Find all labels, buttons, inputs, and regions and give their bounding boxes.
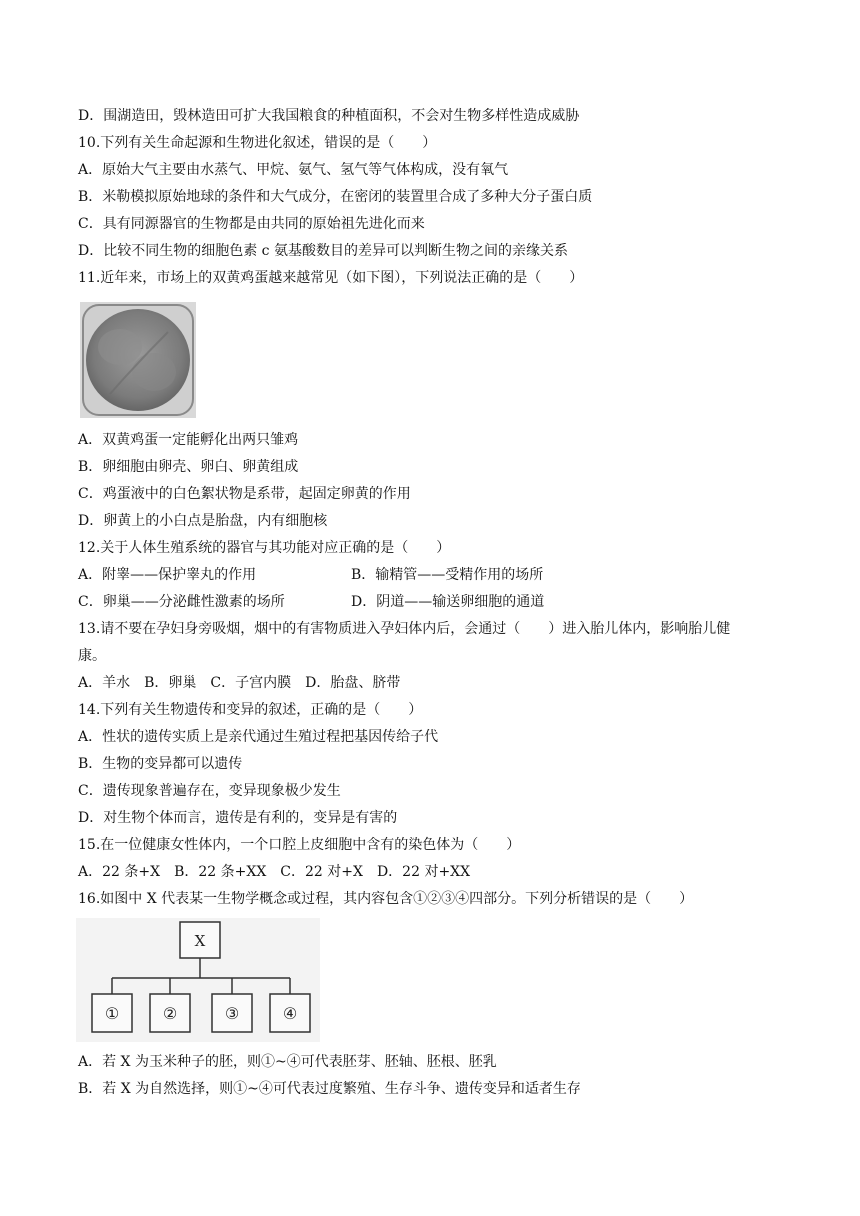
q12-option-c: C．卵巢——分泌雌性激素的场所 — [78, 594, 285, 610]
concept-tree-diagram — [76, 918, 320, 1042]
double-yolk-egg-image — [80, 302, 196, 418]
question-14: 14.下列有关生物遗传和变异的叙述，正确的是（ ） — [78, 702, 423, 718]
q14-option-b: B．生物的变异都可以遗传 — [78, 756, 243, 772]
q13-options: A．羊水 B．卵巢 C．子宫内膜 D．胎盘、脐带 — [78, 675, 401, 691]
question-15: 15.在一位健康女性体内，一个口腔上皮细胞中含有的染色体为（ ） — [78, 837, 521, 853]
question-13: 13.请不要在孕妇身旁吸烟，烟中的有害物质进入孕妇体内后，会通过（ ）进入胎儿体内，影响胎儿健 — [78, 621, 731, 637]
question-11: 11.近年来，市场上的双黄鸡蛋越来越常见（如下图），下列说法正确的是（ ） — [78, 270, 584, 286]
q11-option-c: C．鸡蛋液中的白色絮状物是系带，起固定卵黄的作用 — [78, 486, 411, 502]
diagram-child-label-4: ④ — [282, 1004, 298, 1023]
q9-option-d: D．围湖造田，毁林造田可扩大我国粮食的种植面积，不会对生物多样性造成威胁 — [78, 108, 580, 124]
q12-option-a: A．附睾——保护睾丸的作用 — [78, 567, 257, 583]
q14-option-d: D．对生物个体而言，遗传是有利的，变异是有害的 — [78, 810, 398, 826]
q10-option-b: B．米勒模拟原始地球的条件和大气成分，在密闭的装置里合成了多种大分子蛋白质 — [78, 189, 593, 205]
q16-option-b: B．若 X 为自然选择，则①~④可代表过度繁殖、生存斗争、遗传变异和适者生存 — [78, 1081, 581, 1097]
q11-option-b: B．卵细胞由卵壳、卵白、卵黄组成 — [78, 459, 299, 475]
q14-option-c: C．遗传现象普遍存在，变异现象极少发生 — [78, 783, 341, 799]
q15-options: A．22 条+X B．22 条+XX C．22 对+X D．22 对+XX — [78, 864, 471, 880]
q14-option-a: A．性状的遗传实质上是亲代通过生殖过程把基因传给子代 — [78, 729, 439, 745]
question-16: 16.如图中 X 代表某一生物学概念或过程，其内容包含①②③④四部分。下列分析错误的是（ ） — [78, 891, 694, 907]
question-12: 12.关于人体生殖系统的器官与其功能对应正确的是（ ） — [78, 540, 451, 556]
q12-option-d: D．阴道——输送卵细胞的通道 — [351, 594, 545, 610]
q16-option-a: A．若 X 为玉米种子的胚，则①~④可代表胚芽、胚轴、胚根、胚乳 — [78, 1054, 497, 1070]
question-10: 10.下列有关生命起源和生物进化叙述，错误的是（ ） — [78, 135, 437, 151]
diagram-child-label-1: ① — [104, 1004, 120, 1023]
q12-option-b: B．输精管——受精作用的场所 — [351, 567, 544, 583]
diagram-child-label-2: ② — [162, 1004, 178, 1023]
q10-option-d: D．比较不同生物的细胞色素 c 氨基酸数目的差异可以判断生物之间的亲缘关系 — [78, 243, 568, 259]
q10-option-a: A．原始大气主要由水蒸气、甲烷、氨气、氢气等气体构成，没有氧气 — [78, 162, 509, 178]
diagram-root-label: X — [194, 932, 206, 950]
q10-option-c: C．具有同源器官的生物都是由共同的原始祖先进化而来 — [78, 216, 425, 232]
diagram-child-label-3: ③ — [224, 1004, 240, 1023]
question-13-continued: 康。 — [78, 648, 106, 664]
q11-option-a: A．双黄鸡蛋一定能孵化出两只雏鸡 — [78, 432, 299, 448]
q11-option-d: D．卵黄上的小白点是胎盘，内有细胞核 — [78, 513, 328, 529]
